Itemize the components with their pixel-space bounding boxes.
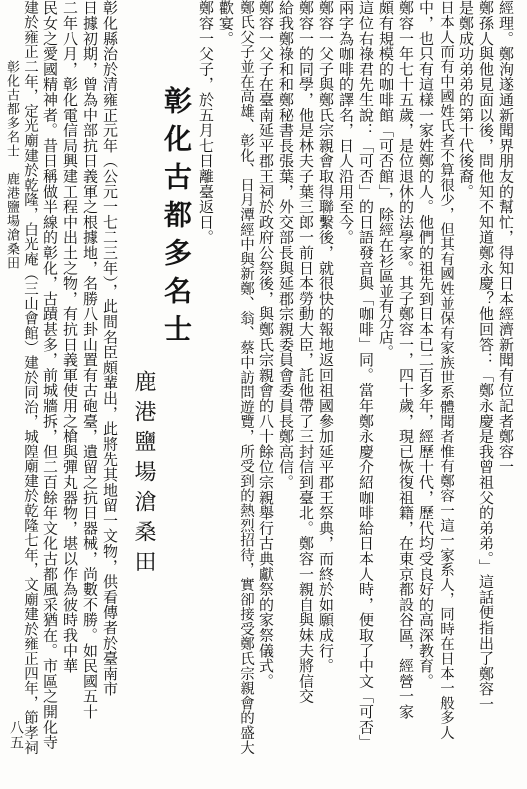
running-footer: 彰化古都多名士 鹿港鹽場滄桑田	[4, 60, 19, 270]
text-column: 是鄭成功弟弟的第十代後裔。	[457, 0, 475, 199]
text-column: 鄭容一父子與鄭氏宗親會取得聯繫後，就很快的報地返回祖國參加延平郡王祭典，而終於如願成行。	[317, 0, 335, 674]
text-column: 彰化縣治於清雍正元年（公元一七二三年），此間名臣頗輩出，此將先其地留一文物，供看傳者於臺南市	[101, 0, 119, 697]
text-column: 經理。鄭洵遂通新聞界朋友的幫忙，得知日本經濟新聞有位記者鄭容一	[497, 0, 515, 475]
text-column: 鄭容一年七十五歲，是位退休的法學家。其子鄭容一，四十歲，現已恢復祖籍，在東京都設谷區，經營一家	[397, 0, 415, 720]
text-column: 日本人而有中國姓氏者不算很少，但其有國姓並保有家族世系體聞者惟有鄭容一這一家系人，同時在日本一般多人	[438, 0, 454, 740]
text-column: 鄭容一的同學，他是林夫子葉三郎一前日本勞動大臣，託他帶了三封信到臺北。鄭容一親自與妹夫將信交	[297, 0, 315, 704]
text-column: 鄭容一父子在臺南延平郡王祠於政府公祭後，與鄭氏宗親會的八十餘位宗親舉行古典獻祭的家祭儀式。	[257, 0, 275, 689]
text-column: 兩字為咖啡的譯名，日人沿用至今。	[337, 0, 355, 245]
text-column: 鄭容一父子，於五月七日離臺返日。	[197, 0, 215, 245]
text-column: 日據初期，曾為中部抗日義軍之根據地，名勝八卦山置有古砲臺，遺留之抗日器械，尚數不勝。如民國五十	[81, 0, 99, 720]
text-column: 鄭孫人與他見面以後，問他知不知道鄭永慶？他回答：「鄭永慶是我曾祖父的弟弟。」這話便指出了鄭容一	[477, 0, 495, 712]
section-subtitle: 鹿港鹽場滄桑田	[131, 370, 156, 580]
section-title: 彰化古都多名士	[160, 86, 193, 352]
text-column: 建於雍正二年，定光廟建於乾隆，白光庵（三山會館）建於同治，城隍廟建於乾隆七年，文廟建於雍正四年，節孝祠	[22, 0, 38, 755]
page-number: 八五	[8, 720, 24, 750]
text-column: 頗有規模的咖啡館「可否館」，除經在衫區並有分店。	[377, 0, 395, 360]
text-column: 二年八月，彰化電信局興建工程中出土之物，有抗日義軍使用之槍與彈丸器物，堪以作為彼時我中華	[61, 0, 79, 674]
text-column: 這位右祿君先生說：「可否」的日語發音與「咖啡」同。當年鄭永慶介紹咖啡給日本人時，便取了中文「可否」	[357, 0, 375, 750]
text-column: 給我鄭祿和和鄭秘書長張葉，外交部長與延郡宗親委員會委員長鄭高信。	[277, 0, 295, 490]
text-column: 歡宴。	[217, 0, 235, 46]
text-column: 民女之愛國精神者。昔日稱做半線的彰化，古蹟甚多，前城牆拆，但二百餘年文化古都風采猶在。市區之開化寺	[41, 0, 59, 750]
text-column: 中，也只有這樣一家姓鄭的人。他們的祖先到日本已二百多年，經歷十代，歷代均受良好的高深教育。	[417, 0, 435, 689]
text-column: 鄭氏父子並在高雄、彰化、日月潭經中與新鄭、翁、蔡中訪問遊覽，所受到的熱烈招待，實卻接受鄭氏宗親會的盛大	[238, 0, 254, 755]
